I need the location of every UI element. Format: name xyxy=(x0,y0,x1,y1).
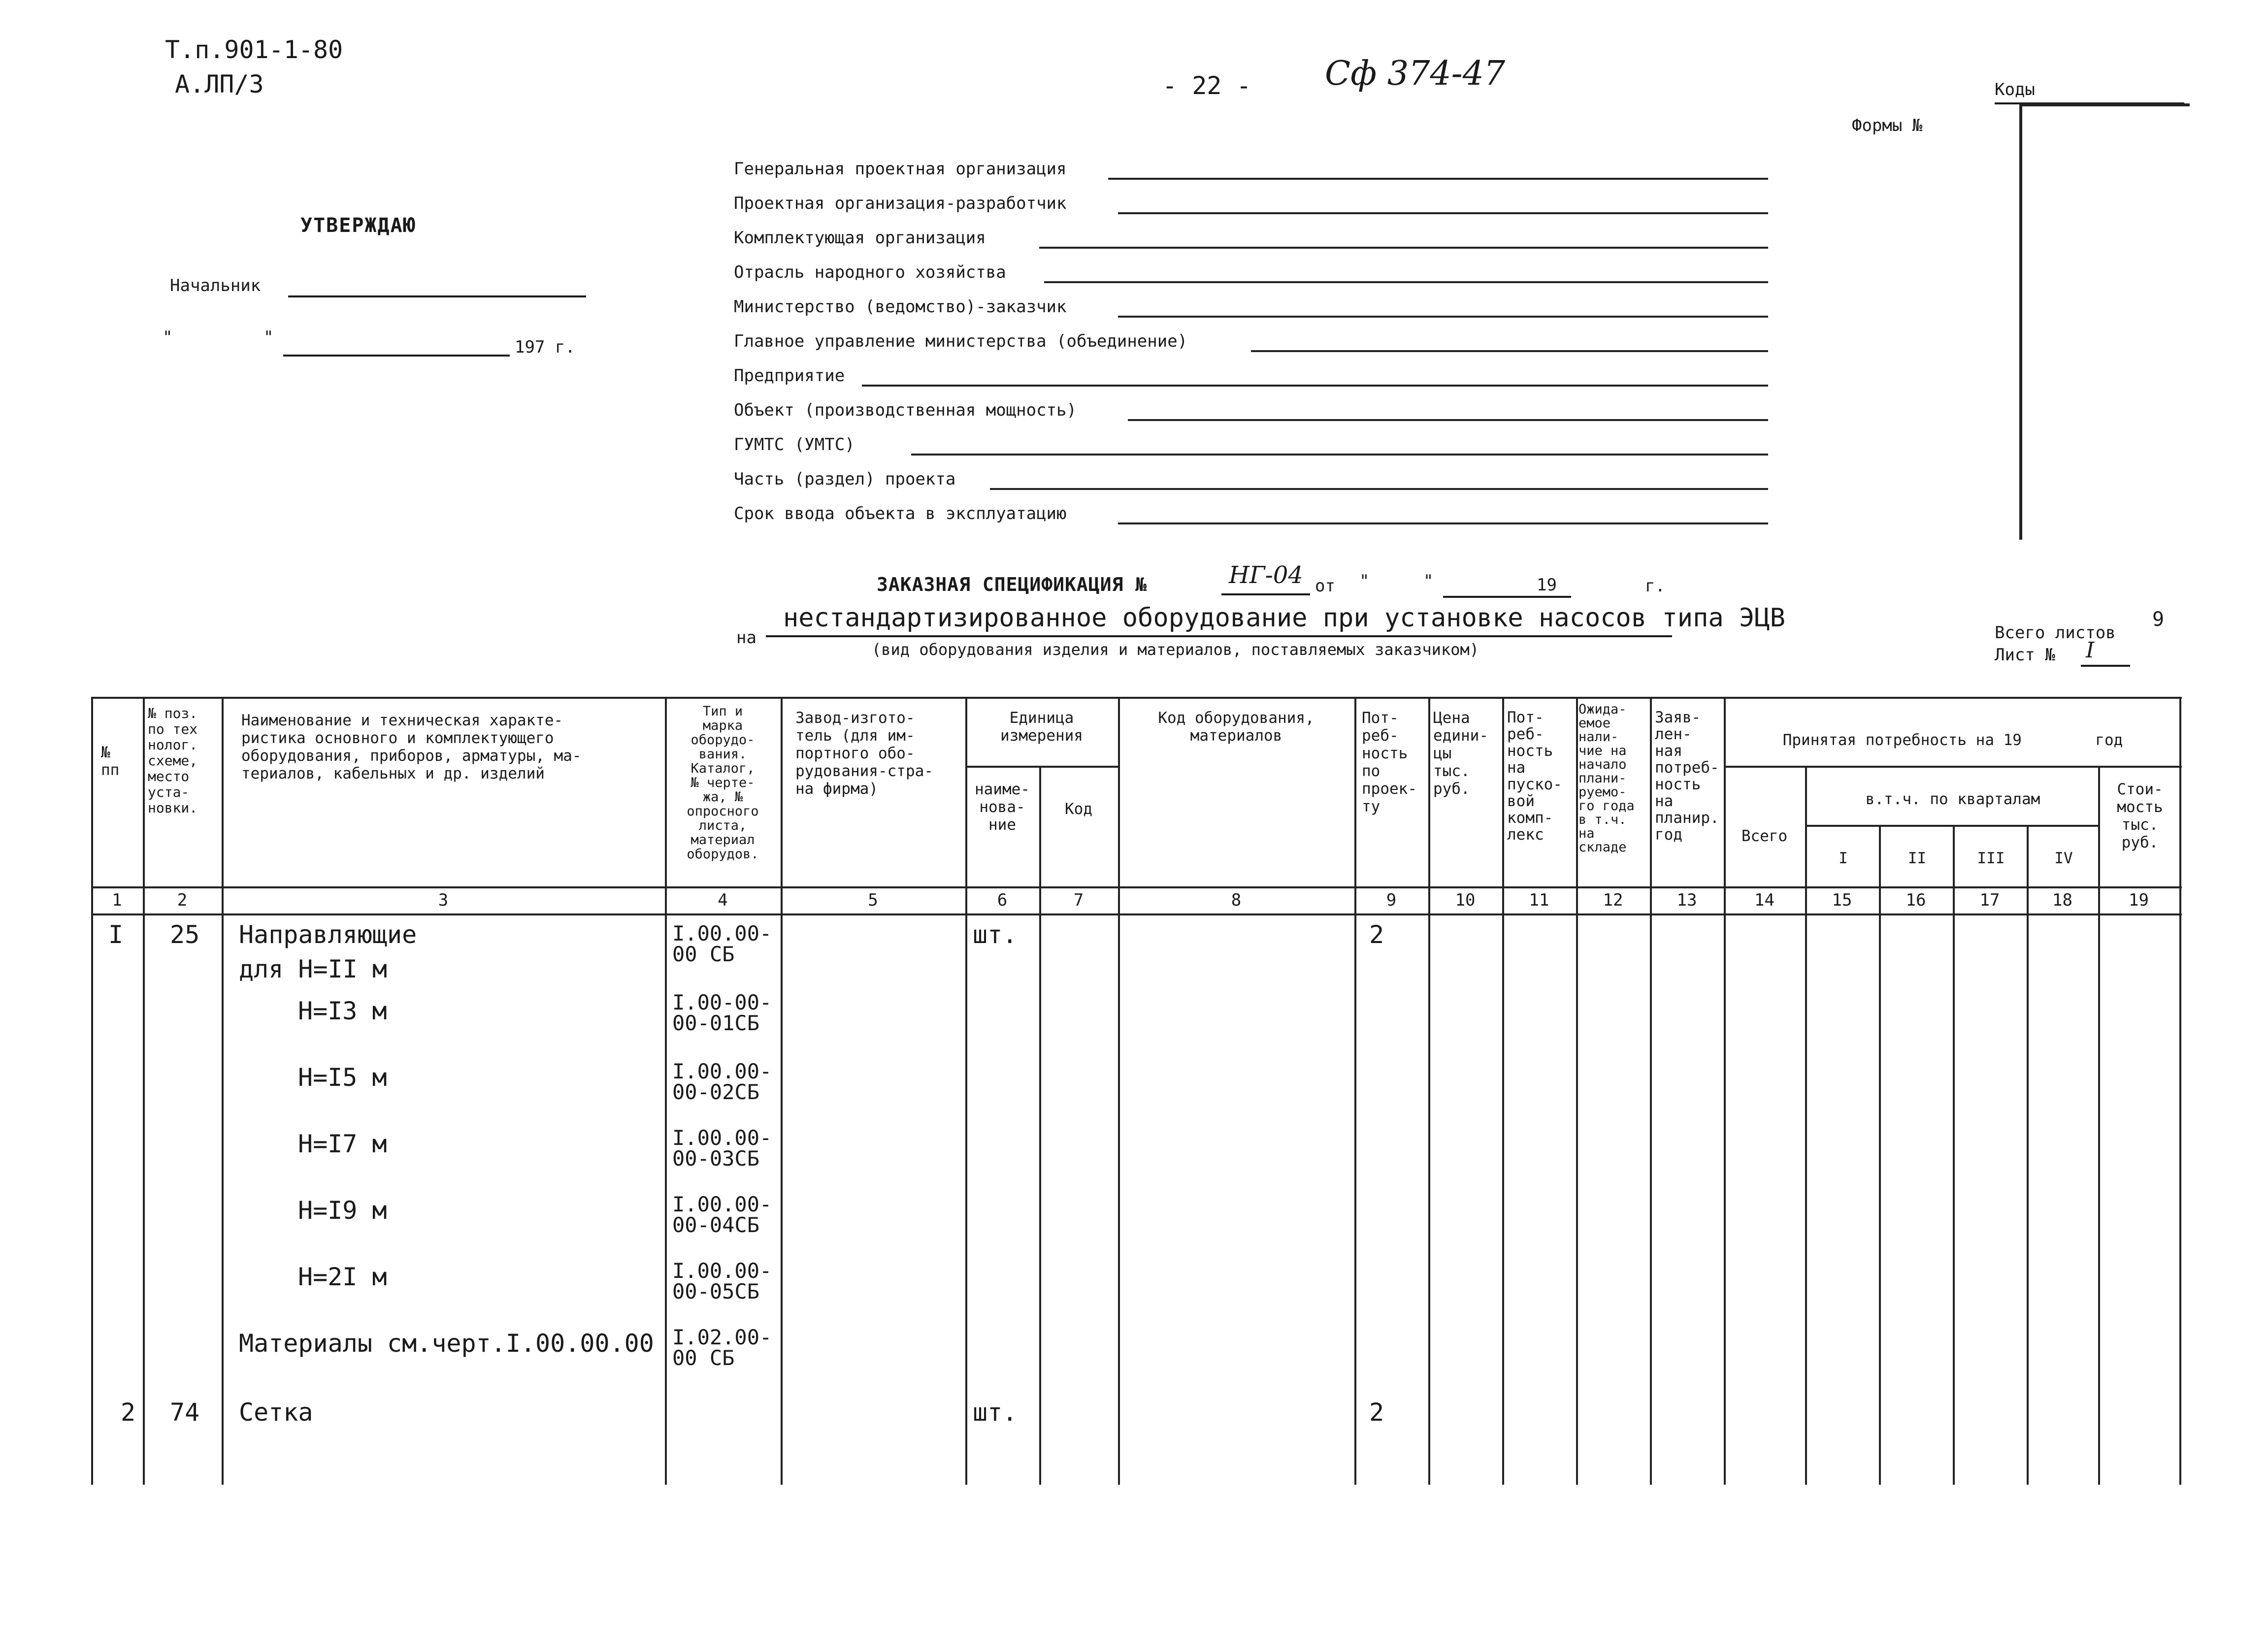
sheet-label: Лист № xyxy=(1995,645,2055,665)
row4-name: Н=I5 м xyxy=(298,1063,387,1092)
row3-type: I.00-00- 00-01СБ xyxy=(672,990,772,1035)
row8-type: I.02.00- 00 СБ xyxy=(672,1325,772,1370)
col-border xyxy=(1724,697,1726,1485)
row8-name: Материалы см.черт.I.00.00.00 xyxy=(239,1329,654,1358)
header-col8: Код оборудования, материалов xyxy=(1158,709,1315,745)
row9-num: 2 xyxy=(121,1398,136,1427)
header-col11: Пот- реб- ность на пуско- вой комп- лекс xyxy=(1507,709,1562,844)
header-accepted: Принятая потребность на 19 год xyxy=(1782,731,2123,749)
row9-qty: 2 xyxy=(1369,1398,1384,1427)
chief-signature-line xyxy=(288,295,586,297)
sheets-total-label: Всего листов xyxy=(1995,623,2116,643)
approve-date-quote-open: " xyxy=(163,327,173,347)
col-border xyxy=(665,697,667,1485)
column-number: 8 xyxy=(1231,890,1242,910)
form-row xyxy=(734,185,1768,219)
form-label: Генеральная проектная организация xyxy=(734,159,1067,179)
codes-label: Коды xyxy=(1995,80,2035,99)
header-col18: IV xyxy=(2054,849,2073,867)
header-col12: Ожида- емое нали- чие на начало плани- руемо- го года в т.ч. на складе xyxy=(1578,702,1635,855)
approve-date-quote-close: " xyxy=(263,327,274,347)
column-number: 17 xyxy=(1979,890,2000,910)
unit-header-line xyxy=(965,766,1118,768)
col-border xyxy=(1039,766,1041,1485)
col-border xyxy=(2179,697,2181,1485)
column-number: 11 xyxy=(1529,890,1549,910)
form-line[interactable] xyxy=(990,488,1768,490)
form-line[interactable] xyxy=(1118,522,1768,524)
row9-name: Сетка xyxy=(239,1398,313,1427)
approve-year: 197 г. xyxy=(515,337,575,357)
row2-name: для Н=II м xyxy=(239,955,388,983)
row4-type: I.00.00- 00-02СБ xyxy=(672,1059,772,1104)
accepted-header-line xyxy=(1724,766,2182,768)
row6-name: Н=I9 м xyxy=(298,1196,387,1225)
spec-number: НГ-04 xyxy=(1229,561,1303,589)
row5-type: I.00.00- 00-03СБ xyxy=(672,1126,772,1171)
spec-on-label: на xyxy=(736,628,756,648)
form-line[interactable] xyxy=(1118,212,1768,214)
col-border xyxy=(222,697,224,1485)
col-border xyxy=(965,697,967,1485)
form-line[interactable] xyxy=(1044,281,1768,283)
sheets-total: 9 xyxy=(2152,608,2165,631)
column-number: 2 xyxy=(177,890,188,910)
header-col3: Наименование и техническая характе- ристика основного и комплектующего оборудования, приборов, арматуры, ма- териалов, кабельных и др. изделий xyxy=(241,712,582,782)
approve-title: УТВЕРЖДАЮ xyxy=(300,214,416,237)
equipment-underline xyxy=(766,635,1672,637)
form-line[interactable] xyxy=(1108,178,1768,180)
chief-label: Начальник xyxy=(170,276,261,295)
header-col1: № пп xyxy=(101,744,120,779)
col-border xyxy=(1576,697,1578,1485)
form-row xyxy=(734,288,1768,323)
header-col9: Пот- реб- ность по проек- ту xyxy=(1362,709,1417,815)
form-label: Отрасль народного хозяйства xyxy=(734,262,1006,282)
form-line[interactable] xyxy=(1039,247,1768,249)
form-label: Объект (производственная мощность) xyxy=(734,400,1077,420)
column-number: 4 xyxy=(718,890,728,910)
row1-num: I xyxy=(108,920,124,949)
equipment-line: нестандартизированное оборудование при установке насосов типа ЭЦВ xyxy=(783,603,1785,633)
header-col14: Всего xyxy=(1741,827,1788,845)
column-number: 14 xyxy=(1754,890,1775,910)
col-border xyxy=(1428,697,1430,1485)
header-col10: Цена едини- цы тыс. руб. xyxy=(1433,709,1488,798)
header-col13: Заяв- лен- ная потреб- ность на планир. год xyxy=(1655,709,1719,844)
form-row xyxy=(734,426,1768,460)
col-border xyxy=(1502,697,1504,1485)
quarters-header-line xyxy=(1805,825,2098,827)
table-top-border xyxy=(91,697,2182,699)
header-col4: Тип и марка оборудо- вания. Каталог, № черте- жа, № опросного листа, материал оборудов. xyxy=(687,704,759,862)
column-number: 10 xyxy=(1455,890,1476,910)
form-row xyxy=(734,460,1768,495)
form-label: Срок ввода объекта в эксплуатацию xyxy=(734,504,1067,523)
spec-date-line xyxy=(1443,596,1571,598)
col-border xyxy=(2098,766,2100,1485)
row9-unit: шт. xyxy=(973,1398,1018,1427)
header-bottom-line xyxy=(91,886,2182,888)
forms-label: Формы № xyxy=(1852,116,1923,135)
column-number: 1 xyxy=(112,890,122,910)
column-number: 12 xyxy=(1603,890,1623,910)
spec-table xyxy=(91,697,2182,1485)
header-col6: наиме- нова- ние xyxy=(975,781,1030,834)
spec-from: от xyxy=(1315,576,1335,596)
form-row xyxy=(734,219,1768,254)
column-number: 9 xyxy=(1386,890,1397,910)
header-col16: II xyxy=(1907,849,1927,867)
colnum-bottom-line xyxy=(91,913,2182,915)
header-col15: I xyxy=(1839,849,1848,867)
form-line[interactable] xyxy=(1128,419,1768,421)
form-label: Часть (раздел) проекта xyxy=(734,469,956,489)
col-border xyxy=(1650,697,1652,1485)
col-border xyxy=(1118,697,1120,1485)
column-number: 19 xyxy=(2129,890,2149,910)
form-line[interactable] xyxy=(1118,316,1768,318)
header-col5: Завод-изгото- тель (для им- портного обо- рудования-стра- на фирма) xyxy=(795,709,933,798)
row9-pos: 74 xyxy=(170,1398,200,1427)
column-number: 15 xyxy=(1832,890,1852,910)
row1-qty: 2 xyxy=(1369,920,1384,949)
spec-quote-close: " xyxy=(1423,571,1434,591)
col-border xyxy=(91,697,93,1485)
spec-number-line xyxy=(1221,593,1310,595)
form-label: Главное управление министерства (объединение) xyxy=(734,331,1188,351)
column-number: 5 xyxy=(868,890,878,910)
column-number: 18 xyxy=(2052,890,2072,910)
equipment-caption: (вид оборудования изделия и материалов, поставляемых заказчиком) xyxy=(872,640,1479,659)
column-number: 13 xyxy=(1676,890,1697,910)
form-line[interactable] xyxy=(1251,350,1768,352)
row1-name: Направляющие xyxy=(239,920,417,949)
header-col7: Код xyxy=(1065,800,1092,818)
col-border xyxy=(1879,825,1881,1485)
spec-year: 19 xyxy=(1537,575,1557,595)
col-border xyxy=(1805,766,1807,1485)
spec-quote-open: " xyxy=(1359,571,1370,591)
form-label: Комплектующая организация xyxy=(734,228,986,248)
form-row xyxy=(734,254,1768,288)
form-line[interactable] xyxy=(911,454,1768,456)
row3-name: Н=I3 м xyxy=(298,997,387,1025)
row1-type: I.00.00- 00 СБ xyxy=(672,921,772,966)
spec-title: ЗАКАЗНАЯ СПЕЦИФИКАЦИЯ № xyxy=(877,574,1148,595)
column-number: 3 xyxy=(438,890,449,910)
col-border xyxy=(1354,697,1356,1485)
col-border xyxy=(143,697,145,1485)
form-line[interactable] xyxy=(862,385,1768,387)
row7-name: Н=2I м xyxy=(298,1263,387,1291)
header-col17: III xyxy=(1977,849,2005,867)
form-label: Предприятие xyxy=(734,366,845,386)
header-col19: Стои- мость тыс. руб. xyxy=(2117,781,2163,851)
form-row xyxy=(734,391,1768,426)
sheet-number-line xyxy=(2081,665,2130,667)
codes-box xyxy=(2019,103,2190,540)
doc-code-line1: Т.п.901-1-80 xyxy=(165,35,343,64)
header-unit: Единица измерения xyxy=(1000,709,1083,745)
row7-type: I.00.00- 00-05СБ xyxy=(672,1259,772,1303)
form-row xyxy=(734,150,1768,185)
header-col2: № поз. по тех нолог. схеме, место уста- новки. xyxy=(148,705,198,816)
column-number: 16 xyxy=(1906,890,1926,910)
form-label: Проектная организация-разработчик xyxy=(734,194,1067,213)
form-row xyxy=(734,323,1768,357)
header-quarters: в.т.ч. по кварталам xyxy=(1865,790,2040,808)
form-label: ГУМТС (УМТС) xyxy=(734,435,855,455)
col-border xyxy=(1953,825,1955,1485)
column-number: 6 xyxy=(997,890,1008,910)
row6-type: I.00.00- 00-04СБ xyxy=(672,1192,772,1237)
sheet-number: I xyxy=(2086,638,2095,663)
column-number: 7 xyxy=(1073,890,1084,910)
page-number: - 22 - xyxy=(1162,71,1251,100)
col-border xyxy=(781,697,783,1485)
doc-code-line2: А.ЛП/3 xyxy=(175,70,264,98)
approve-date-line xyxy=(283,355,510,357)
row1-unit: шт. xyxy=(973,920,1018,949)
row5-name: Н=I7 м xyxy=(298,1130,387,1158)
spec-year-suffix: г. xyxy=(1645,576,1665,596)
form-label: Министерство (ведомство)-заказчик xyxy=(734,297,1067,317)
col-border xyxy=(2027,825,2029,1485)
row1-pos: 25 xyxy=(170,920,200,949)
form-row xyxy=(734,495,1768,529)
handwritten-code: Сф 374-47 xyxy=(1325,54,1506,93)
form-row xyxy=(734,357,1768,391)
